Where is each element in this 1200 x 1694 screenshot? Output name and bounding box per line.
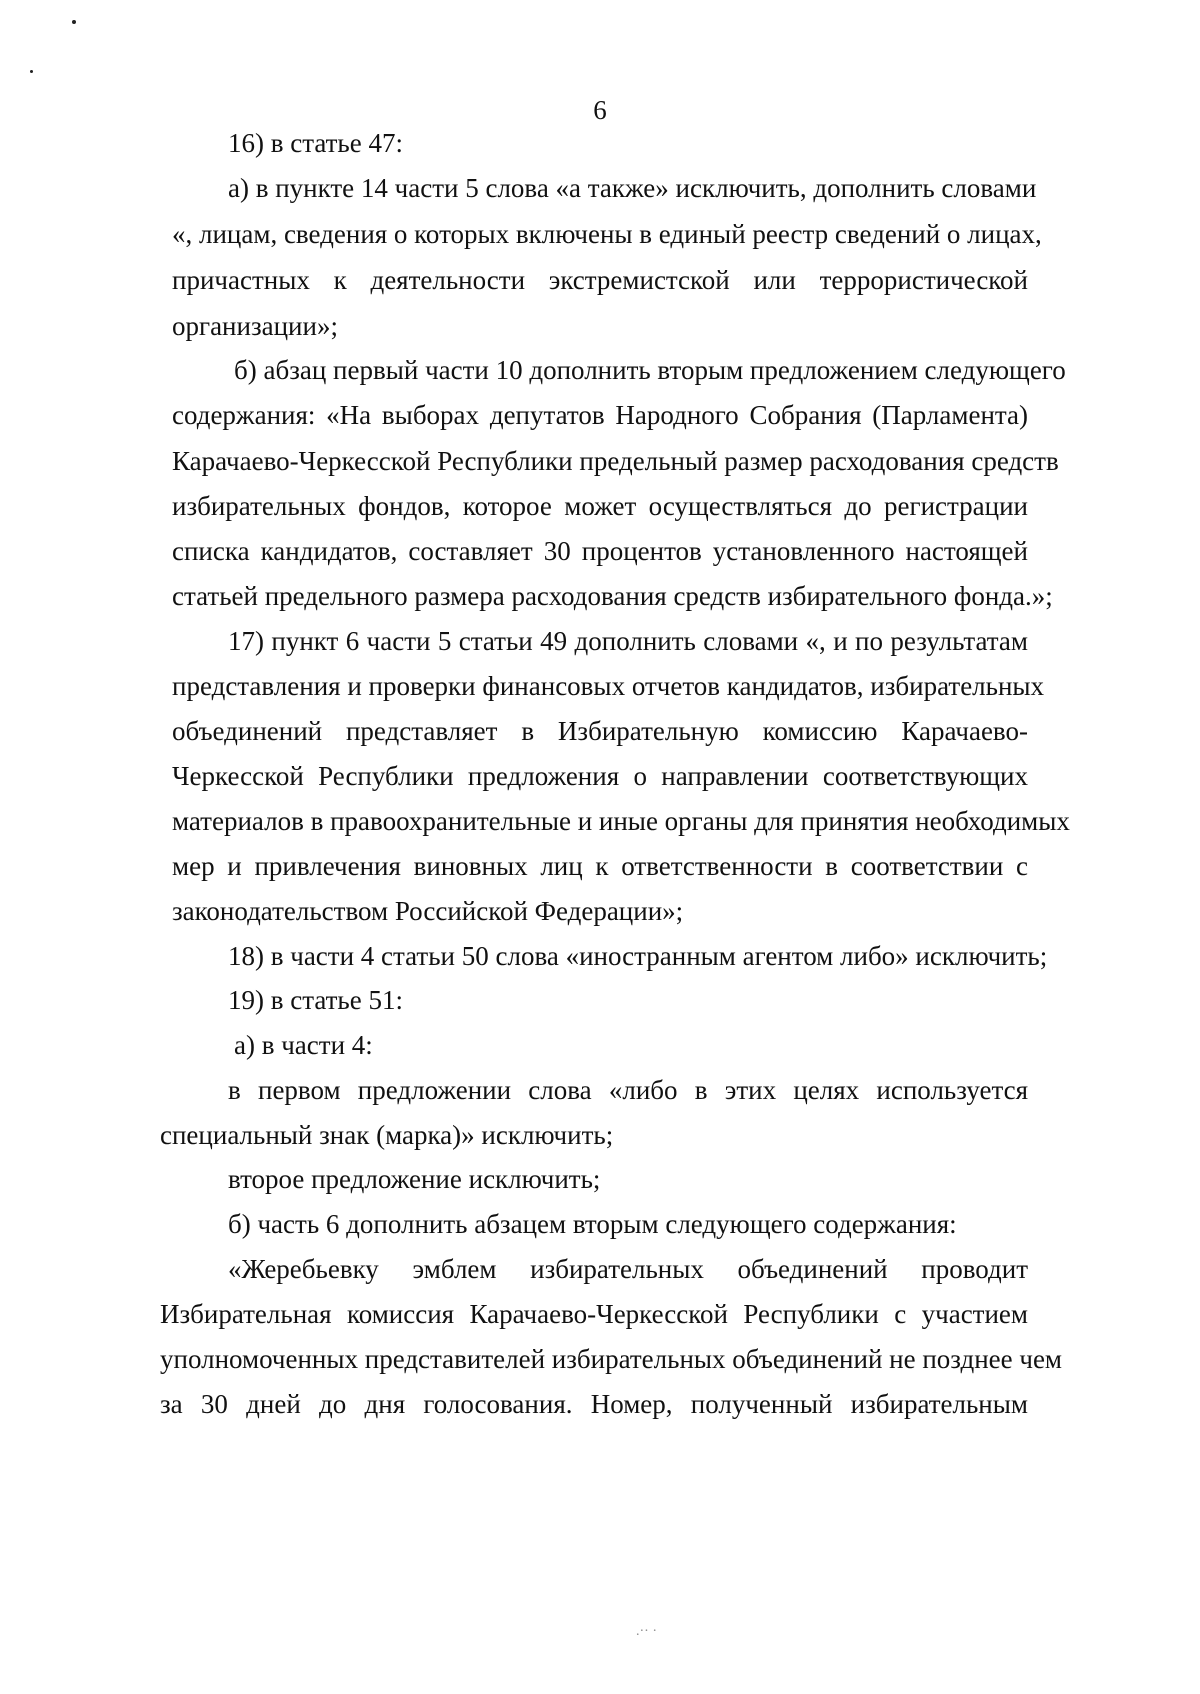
scan-mark — [30, 70, 33, 73]
text-line: представления и проверки финансовых отчетов кандидатов, избирательных — [172, 671, 1045, 701]
text-line: Избирательная комиссия Карачаево-Черкесской Республики с участием — [160, 1299, 1028, 1329]
scan-smudge: .·· · — [636, 1624, 657, 1639]
text-line: «Жеребьевку эмблем избирательных объединений проводит — [228, 1254, 1028, 1284]
scan-mark — [72, 20, 76, 24]
text-line: причастных к деятельности экстремистской или террористической — [172, 265, 1028, 295]
text-line: а) в пункте 14 части 5 слова «а также» исключить, дополнить словами — [228, 173, 1037, 203]
text-line: б) абзац первый части 10 дополнить вторым предложением следующего — [234, 355, 1066, 385]
text-line: 19) в статье 51: — [228, 985, 403, 1015]
text-line: мер и привлечения виновных лиц к ответственности в соответствии с — [172, 851, 1028, 881]
page-number: 6 — [593, 95, 607, 125]
text-line: 16) в статье 47: — [228, 128, 403, 158]
text-line: содержания: «На выборах депутатов Народного Собрания (Парламента) — [172, 400, 1028, 430]
text-line: «, лицам, сведения о которых включены в единый реестр сведений о лицах, — [172, 219, 1042, 249]
text-line: объединений представляет в Избирательную комиссию Карачаево- — [172, 716, 1028, 746]
text-line: материалов в правоохранительные и иные органы для принятия необходимых — [172, 806, 1070, 836]
text-line: а) в части 4: — [234, 1030, 373, 1060]
text-line: специальный знак (марка)» исключить; — [160, 1120, 614, 1150]
text-line: 17) пункт 6 части 5 статьи 49 дополнить словами «, и по результатам — [228, 626, 1028, 656]
text-line: Черкесской Республики предложения о направлении соответствующих — [172, 761, 1028, 791]
text-line: избирательных фондов, которое может осуществляться до регистрации — [172, 491, 1028, 521]
text-line: за 30 дней до дня голосования. Номер, полученный избирательным — [160, 1389, 1028, 1419]
text-line: законодательством Российской Федерации»; — [172, 896, 684, 926]
text-line: в первом предложении слова «либо в этих целях используется — [228, 1075, 1028, 1105]
text-line: Карачаево-Черкесской Республики предельный размер расходования средств — [172, 446, 1059, 476]
text-line: организации»; — [172, 311, 338, 341]
text-line: 18) в части 4 статьи 50 слова «иностранным агентом либо» исключить; — [228, 941, 1048, 971]
text-line: статьей предельного размера расходования средств избирательного фонда.»; — [172, 581, 1053, 611]
text-line: списка кандидатов, составляет 30 процентов установленного настоящей — [172, 536, 1028, 566]
text-line: второе предложение исключить; — [228, 1164, 601, 1194]
text-line: б) часть 6 дополнить абзацем вторым следующего содержания: — [228, 1209, 957, 1239]
text-line: уполномоченных представителей избирательных объединений не позднее чем — [160, 1344, 1063, 1374]
